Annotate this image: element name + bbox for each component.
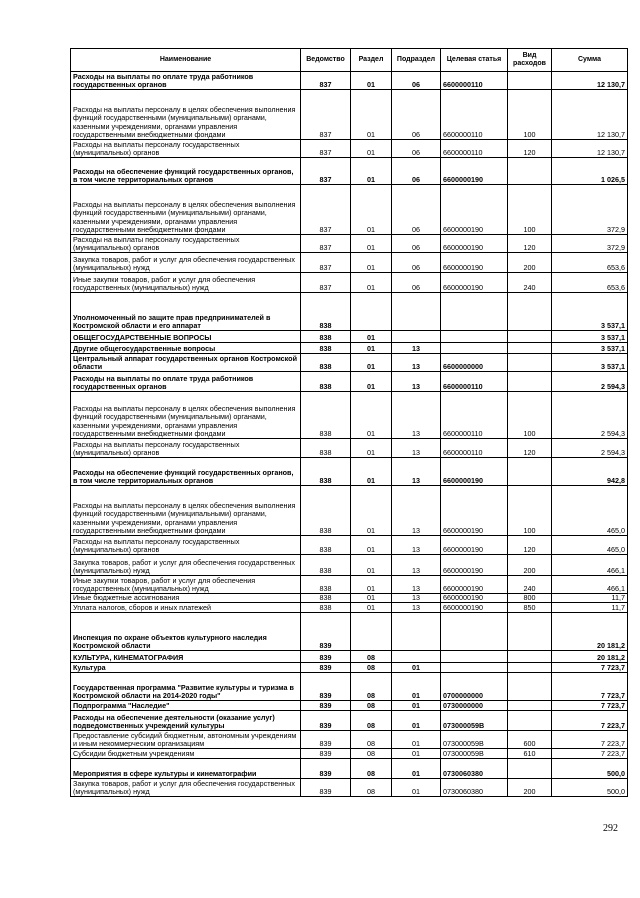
cell-section: 01 bbox=[351, 576, 392, 594]
cell-subsection: 13 bbox=[392, 555, 441, 576]
cell-name: Государственная программа "Развитие культуры и туризма в Костромской области на 2014-2020 годы" bbox=[71, 673, 301, 701]
cell-name: Расходы на выплаты персоналу государственных (муниципальных) органов bbox=[71, 439, 301, 458]
cell-target-item: 6600000190 bbox=[441, 458, 508, 486]
cell-section: 01 bbox=[351, 185, 392, 235]
cell-target-item: 0700000000 bbox=[441, 673, 508, 701]
cell-section: 08 bbox=[351, 779, 392, 797]
cell-section: 01 bbox=[351, 343, 392, 354]
cell-section: 08 bbox=[351, 673, 392, 701]
table-row bbox=[71, 779, 628, 797]
cell-department: 839 bbox=[301, 663, 351, 673]
header-target-item: Целевая статья bbox=[441, 49, 508, 72]
cell-target-item: 6600000190 bbox=[441, 486, 508, 536]
cell-amount: 2 594,3 bbox=[552, 392, 628, 439]
cell-section: 08 bbox=[351, 701, 392, 711]
cell-expense-type: 800 bbox=[508, 594, 552, 603]
cell-amount: 466,1 bbox=[552, 576, 628, 594]
table-row bbox=[71, 90, 628, 140]
cell-department: 839 bbox=[301, 711, 351, 731]
cell-name: Закупка товаров, работ и услуг для обеспечения государственных (муниципальных) нужд bbox=[71, 779, 301, 797]
cell-section: 08 bbox=[351, 663, 392, 673]
cell-target-item: 0730000000 bbox=[441, 701, 508, 711]
cell-name: Культура bbox=[71, 663, 301, 673]
cell-section: 01 bbox=[351, 140, 392, 158]
header-subsection: Подраздел bbox=[392, 49, 441, 72]
cell-section: 08 bbox=[351, 749, 392, 759]
cell-section: 01 bbox=[351, 372, 392, 392]
cell-target-item: 6600000190 bbox=[441, 594, 508, 603]
cell-subsection: 06 bbox=[392, 253, 441, 273]
cell-name: Расходы на выплаты персоналу в целях обеспечения выполнения функций государственными (муниципальными) органами, казенными учреждениями, органами управления государственными внебюджетными фондами bbox=[71, 90, 301, 140]
cell-department: 837 bbox=[301, 158, 351, 185]
table-row bbox=[71, 711, 628, 731]
cell-expense-type: 100 bbox=[508, 185, 552, 235]
header-section: Раздел bbox=[351, 49, 392, 72]
cell-subsection: 01 bbox=[392, 749, 441, 759]
table-row bbox=[71, 158, 628, 185]
cell-name: Расходы на выплаты персоналу в целях обеспечения выполнения функций государственными (муниципальными) органами, казенными учреждениями, органами управления государственными внебюджетными фондами bbox=[71, 185, 301, 235]
table-row bbox=[71, 594, 628, 603]
table-row bbox=[71, 253, 628, 273]
table-row bbox=[71, 343, 628, 354]
cell-section bbox=[351, 293, 392, 331]
cell-subsection: 06 bbox=[392, 90, 441, 140]
cell-target-item: 6600000110 bbox=[441, 439, 508, 458]
cell-department: 839 bbox=[301, 701, 351, 711]
cell-expense-type bbox=[508, 458, 552, 486]
cell-department: 838 bbox=[301, 486, 351, 536]
table-row bbox=[71, 759, 628, 779]
cell-section: 08 bbox=[351, 759, 392, 779]
cell-department: 838 bbox=[301, 594, 351, 603]
cell-department: 838 bbox=[301, 372, 351, 392]
cell-target-item bbox=[441, 293, 508, 331]
cell-section: 08 bbox=[351, 651, 392, 663]
table-row bbox=[71, 439, 628, 458]
cell-department: 837 bbox=[301, 90, 351, 140]
page-number: 292 bbox=[603, 823, 618, 834]
cell-amount: 11,7 bbox=[552, 594, 628, 603]
cell-department: 838 bbox=[301, 392, 351, 439]
cell-expense-type bbox=[508, 701, 552, 711]
cell-amount: 7 223,7 bbox=[552, 731, 628, 749]
cell-expense-type: 610 bbox=[508, 749, 552, 759]
cell-amount: 500,0 bbox=[552, 759, 628, 779]
cell-target-item: 073000059В bbox=[441, 731, 508, 749]
cell-section: 01 bbox=[351, 603, 392, 613]
cell-subsection: 06 bbox=[392, 140, 441, 158]
cell-target-item: 6600000110 bbox=[441, 72, 508, 90]
table-row bbox=[71, 731, 628, 749]
cell-subsection: 13 bbox=[392, 372, 441, 392]
cell-expense-type: 120 bbox=[508, 536, 552, 555]
cell-expense-type bbox=[508, 372, 552, 392]
cell-department: 837 bbox=[301, 273, 351, 293]
cell-name: Закупка товаров, работ и услуг для обеспечения государственных (муниципальных) нужд bbox=[71, 253, 301, 273]
table-row bbox=[71, 486, 628, 536]
cell-target-item: 6600000190 bbox=[441, 253, 508, 273]
cell-section: 01 bbox=[351, 354, 392, 372]
cell-department: 837 bbox=[301, 235, 351, 253]
cell-amount: 3 537,1 bbox=[552, 293, 628, 331]
cell-subsection: 06 bbox=[392, 185, 441, 235]
cell-subsection: 01 bbox=[392, 673, 441, 701]
cell-subsection: 13 bbox=[392, 439, 441, 458]
cell-name: Иные закупки товаров, работ и услуг для обеспечения государственных (муниципальных) нужд bbox=[71, 273, 301, 293]
cell-amount: 372,9 bbox=[552, 185, 628, 235]
table-row bbox=[71, 235, 628, 253]
cell-target-item: 6600000110 bbox=[441, 372, 508, 392]
cell-name: Подпрограмма "Наследие" bbox=[71, 701, 301, 711]
cell-amount: 372,9 bbox=[552, 235, 628, 253]
header-amount: Сумма bbox=[552, 49, 628, 72]
cell-section: 01 bbox=[351, 331, 392, 343]
cell-department: 839 bbox=[301, 673, 351, 701]
cell-department: 838 bbox=[301, 555, 351, 576]
cell-amount: 7 223,7 bbox=[552, 711, 628, 731]
cell-expense-type: 850 bbox=[508, 603, 552, 613]
cell-subsection: 13 bbox=[392, 343, 441, 354]
cell-department: 838 bbox=[301, 354, 351, 372]
cell-section: 01 bbox=[351, 439, 392, 458]
cell-subsection: 01 bbox=[392, 759, 441, 779]
cell-amount: 465,0 bbox=[552, 536, 628, 555]
cell-department: 838 bbox=[301, 603, 351, 613]
cell-department: 837 bbox=[301, 253, 351, 273]
cell-expense-type bbox=[508, 613, 552, 651]
cell-section: 01 bbox=[351, 486, 392, 536]
cell-target-item: 6600000000 bbox=[441, 354, 508, 372]
cell-section: 01 bbox=[351, 253, 392, 273]
cell-expense-type: 240 bbox=[508, 576, 552, 594]
table-row bbox=[71, 331, 628, 343]
table-row bbox=[71, 603, 628, 613]
cell-subsection: 13 bbox=[392, 576, 441, 594]
cell-department: 839 bbox=[301, 731, 351, 749]
cell-subsection: 01 bbox=[392, 663, 441, 673]
cell-section bbox=[351, 613, 392, 651]
cell-amount: 2 594,3 bbox=[552, 439, 628, 458]
cell-expense-type bbox=[508, 331, 552, 343]
cell-name: Уполномоченный по защите прав предпринимателей в Костромской области и его аппарат bbox=[71, 293, 301, 331]
cell-amount: 20 181,2 bbox=[552, 651, 628, 663]
cell-target-item: 6600000190 bbox=[441, 235, 508, 253]
cell-name: Субсидии бюджетным учреждениям bbox=[71, 749, 301, 759]
cell-amount: 20 181,2 bbox=[552, 613, 628, 651]
cell-expense-type bbox=[508, 72, 552, 90]
cell-target-item bbox=[441, 613, 508, 651]
cell-amount: 12 130,7 bbox=[552, 72, 628, 90]
cell-target-item: 6600000190 bbox=[441, 603, 508, 613]
table-row bbox=[71, 613, 628, 651]
cell-expense-type: 120 bbox=[508, 140, 552, 158]
cell-amount: 500,0 bbox=[552, 779, 628, 797]
cell-department: 839 bbox=[301, 759, 351, 779]
cell-name: Иные закупки товаров, работ и услуг для обеспечения государственных (муниципальных) нужд bbox=[71, 576, 301, 594]
cell-subsection bbox=[392, 613, 441, 651]
cell-target-item bbox=[441, 651, 508, 663]
cell-target-item: 6600000190 bbox=[441, 273, 508, 293]
cell-amount: 465,0 bbox=[552, 486, 628, 536]
cell-expense-type bbox=[508, 759, 552, 779]
cell-target-item bbox=[441, 663, 508, 673]
cell-subsection: 06 bbox=[392, 158, 441, 185]
cell-section: 01 bbox=[351, 72, 392, 90]
cell-target-item: 6600000110 bbox=[441, 90, 508, 140]
cell-name: Предоставление субсидий бюджетным, автономным учреждениям и иным некоммерческим организациям bbox=[71, 731, 301, 749]
budget-table bbox=[70, 48, 628, 797]
cell-section: 01 bbox=[351, 273, 392, 293]
cell-department: 838 bbox=[301, 293, 351, 331]
cell-department: 839 bbox=[301, 613, 351, 651]
cell-target-item: 6600000110 bbox=[441, 392, 508, 439]
cell-department: 838 bbox=[301, 439, 351, 458]
cell-subsection: 06 bbox=[392, 72, 441, 90]
cell-subsection bbox=[392, 293, 441, 331]
cell-subsection: 13 bbox=[392, 392, 441, 439]
cell-section: 08 bbox=[351, 731, 392, 749]
cell-name: Расходы на обеспечение функций государственных органов, в том числе территориальных органов bbox=[71, 458, 301, 486]
cell-name: Расходы на обеспечение деятельности (оказание услуг) подведомственных учреждений культуры bbox=[71, 711, 301, 731]
cell-amount: 7 723,7 bbox=[552, 663, 628, 673]
cell-name: Закупка товаров, работ и услуг для обеспечения государственных (муниципальных) нужд bbox=[71, 555, 301, 576]
cell-subsection: 01 bbox=[392, 701, 441, 711]
table-row bbox=[71, 536, 628, 555]
cell-subsection: 13 bbox=[392, 354, 441, 372]
cell-section: 01 bbox=[351, 458, 392, 486]
table-row bbox=[71, 673, 628, 701]
cell-subsection: 06 bbox=[392, 235, 441, 253]
cell-subsection: 01 bbox=[392, 731, 441, 749]
cell-department: 839 bbox=[301, 779, 351, 797]
cell-department: 838 bbox=[301, 576, 351, 594]
cell-name: Расходы на выплаты по оплате труда работников государственных органов bbox=[71, 372, 301, 392]
cell-name: Расходы на обеспечение функций государственных органов, в том числе территориальных органов bbox=[71, 158, 301, 185]
cell-department: 837 bbox=[301, 185, 351, 235]
cell-amount: 653,6 bbox=[552, 273, 628, 293]
header-name: Наименование bbox=[71, 49, 301, 72]
cell-name: Другие общегосударственные вопросы bbox=[71, 343, 301, 354]
cell-amount: 7 723,7 bbox=[552, 701, 628, 711]
cell-amount: 11,7 bbox=[552, 603, 628, 613]
cell-name: Расходы на выплаты персоналу в целях обеспечения выполнения функций государственными (муниципальными) органами, казенными учреждениями, органами управления государственными внебюджетными фондами bbox=[71, 486, 301, 536]
cell-expense-type: 200 bbox=[508, 779, 552, 797]
cell-amount: 3 537,1 bbox=[552, 343, 628, 354]
cell-subsection: 13 bbox=[392, 536, 441, 555]
table-row bbox=[71, 749, 628, 759]
cell-department: 838 bbox=[301, 536, 351, 555]
cell-department: 838 bbox=[301, 343, 351, 354]
cell-expense-type: 200 bbox=[508, 555, 552, 576]
cell-name: КУЛЬТУРА, КИНЕМАТОГРАФИЯ bbox=[71, 651, 301, 663]
table-row bbox=[71, 273, 628, 293]
cell-target-item: 0730060380 bbox=[441, 779, 508, 797]
cell-amount: 7 723,7 bbox=[552, 673, 628, 701]
cell-expense-type bbox=[508, 673, 552, 701]
table-row bbox=[71, 651, 628, 663]
cell-name: Мероприятия в сфере культуры и кинематографии bbox=[71, 759, 301, 779]
cell-target-item: 073000059В bbox=[441, 711, 508, 731]
cell-amount: 3 537,1 bbox=[552, 354, 628, 372]
cell-expense-type: 100 bbox=[508, 90, 552, 140]
cell-target-item bbox=[441, 331, 508, 343]
table-row bbox=[71, 140, 628, 158]
cell-subsection: 01 bbox=[392, 779, 441, 797]
cell-amount: 3 537,1 bbox=[552, 331, 628, 343]
cell-section: 01 bbox=[351, 90, 392, 140]
cell-section: 08 bbox=[351, 711, 392, 731]
cell-target-item: 6600000190 bbox=[441, 185, 508, 235]
header-expense-type: Вид расходов bbox=[508, 49, 552, 72]
table-row bbox=[71, 576, 628, 594]
cell-subsection: 13 bbox=[392, 594, 441, 603]
cell-amount: 2 594,3 bbox=[552, 372, 628, 392]
cell-section: 01 bbox=[351, 594, 392, 603]
table-row bbox=[71, 555, 628, 576]
cell-expense-type: 120 bbox=[508, 235, 552, 253]
cell-name: Расходы на выплаты по оплате труда работников государственных органов bbox=[71, 72, 301, 90]
cell-target-item: 0730060380 bbox=[441, 759, 508, 779]
cell-target-item: 6600000110 bbox=[441, 140, 508, 158]
cell-department: 837 bbox=[301, 72, 351, 90]
cell-section: 01 bbox=[351, 158, 392, 185]
cell-amount: 942,8 bbox=[552, 458, 628, 486]
cell-subsection: 01 bbox=[392, 711, 441, 731]
cell-department: 837 bbox=[301, 140, 351, 158]
cell-name: Расходы на выплаты персоналу государственных (муниципальных) органов bbox=[71, 235, 301, 253]
table-row bbox=[71, 293, 628, 331]
cell-target-item: 6600000190 bbox=[441, 576, 508, 594]
cell-section: 01 bbox=[351, 536, 392, 555]
table-row bbox=[71, 392, 628, 439]
cell-expense-type bbox=[508, 711, 552, 731]
header-department: Ведомство bbox=[301, 49, 351, 72]
cell-section: 01 bbox=[351, 555, 392, 576]
cell-expense-type: 240 bbox=[508, 273, 552, 293]
table-row bbox=[71, 185, 628, 235]
table-row bbox=[71, 663, 628, 673]
cell-department: 839 bbox=[301, 749, 351, 759]
cell-amount: 653,6 bbox=[552, 253, 628, 273]
table-row bbox=[71, 701, 628, 711]
cell-subsection: 13 bbox=[392, 603, 441, 613]
cell-name: Расходы на выплаты персоналу государственных (муниципальных) органов bbox=[71, 536, 301, 555]
cell-amount: 466,1 bbox=[552, 555, 628, 576]
table-row bbox=[71, 458, 628, 486]
table-row bbox=[71, 354, 628, 372]
cell-expense-type bbox=[508, 343, 552, 354]
cell-expense-type: 200 bbox=[508, 253, 552, 273]
cell-name: Иные бюджетные ассигнования bbox=[71, 594, 301, 603]
cell-target-item bbox=[441, 343, 508, 354]
cell-subsection: 13 bbox=[392, 486, 441, 536]
cell-name: Расходы на выплаты персоналу государственных (муниципальных) органов bbox=[71, 140, 301, 158]
cell-expense-type bbox=[508, 354, 552, 372]
cell-section: 01 bbox=[351, 392, 392, 439]
cell-name: Инспекция по охране объектов культурного наследия Костромской области bbox=[71, 613, 301, 651]
cell-department: 838 bbox=[301, 331, 351, 343]
cell-amount: 12 130,7 bbox=[552, 140, 628, 158]
cell-name: Центральный аппарат государственных органов Костромской области bbox=[71, 354, 301, 372]
cell-department: 838 bbox=[301, 458, 351, 486]
table-row bbox=[71, 72, 628, 90]
cell-subsection bbox=[392, 331, 441, 343]
cell-subsection: 13 bbox=[392, 458, 441, 486]
cell-amount: 1 026,5 bbox=[552, 158, 628, 185]
cell-expense-type bbox=[508, 663, 552, 673]
cell-target-item: 6600000190 bbox=[441, 536, 508, 555]
cell-name: Уплата налогов, сборов и иных платежей bbox=[71, 603, 301, 613]
cell-target-item: 6600000190 bbox=[441, 555, 508, 576]
cell-expense-type bbox=[508, 158, 552, 185]
cell-target-item: 6600000190 bbox=[441, 158, 508, 185]
table-row bbox=[71, 372, 628, 392]
cell-expense-type: 600 bbox=[508, 731, 552, 749]
cell-expense-type bbox=[508, 293, 552, 331]
cell-name: Расходы на выплаты персоналу в целях обеспечения выполнения функций государственными (муниципальными) органами, казенными учреждениями, органами управления государственными внебюджетными фондами bbox=[71, 392, 301, 439]
cell-expense-type: 120 bbox=[508, 439, 552, 458]
cell-target-item: 073000059В bbox=[441, 749, 508, 759]
cell-amount: 7 223,7 bbox=[552, 749, 628, 759]
cell-name: ОБЩЕГОСУДАРСТВЕННЫЕ ВОПРОСЫ bbox=[71, 331, 301, 343]
cell-subsection: 06 bbox=[392, 273, 441, 293]
cell-expense-type: 100 bbox=[508, 486, 552, 536]
cell-amount: 12 130,7 bbox=[552, 90, 628, 140]
cell-department: 839 bbox=[301, 651, 351, 663]
cell-subsection bbox=[392, 651, 441, 663]
cell-section: 01 bbox=[351, 235, 392, 253]
cell-expense-type bbox=[508, 651, 552, 663]
table-header-row bbox=[71, 49, 628, 72]
cell-expense-type: 100 bbox=[508, 392, 552, 439]
